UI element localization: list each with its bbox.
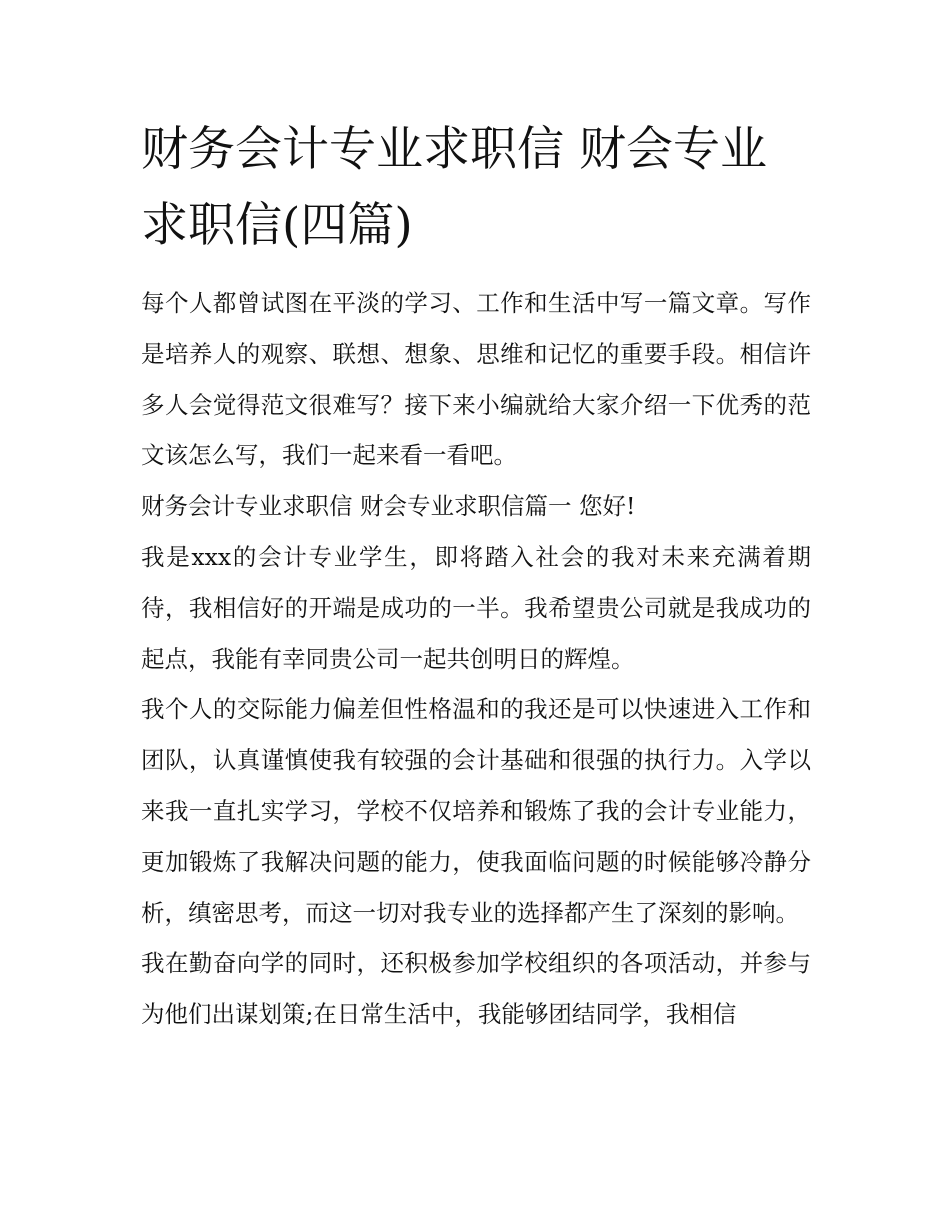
paragraph-activities: 我在勤奋向学的同时，还积极参加学校组织的各项活动，并参与为他们出谋划策;在日常生活中，我能够团结同学，我相信 xyxy=(141,949,811,1029)
document-content xyxy=(141,112,811,1040)
document-body xyxy=(141,278,811,1040)
paragraph-abilities: 我个人的交际能力偏差但性格温和的我还是可以快速进入工作和团队，认真谨慎使我有较强的会计基础和很强的执行力。入学以来我一直扎实学习，学校不仅培养和锻炼了我的会计专业能力，更加锻炼了我解决问题的能力，使我面临问题的时候能够冷静分析，缜密思考，而这一切对我专业的选择都产生了深刻的影响。 xyxy=(141,695,811,927)
paragraph-intro: 每个人都曾试图在平淡的学习、工作和生活中写一篇文章。写作是培养人的观察、联想、想象、思维和记忆的重要手段。相信许多人会觉得范文很难写？接下来小编就给大家介绍一下优秀的范文该怎么写，我们一起来看一看吧。 xyxy=(141,289,811,470)
paragraph-self-introduction: 我是xxx的会计专业学生，即将踏入社会的我对未来充满着期待，我相信好的开端是成功的一半。我希望贵公司就是我成功的起点，我能有幸同贵公司一起共创明日的辉煌。 xyxy=(141,542,811,673)
document-title: 财务会计专业求职信 财会专业求职信(四篇) xyxy=(141,122,767,253)
paragraph-heading-letter-one: 财务会计专业求职信 财会专业求职信篇一 您好! xyxy=(141,492,636,521)
